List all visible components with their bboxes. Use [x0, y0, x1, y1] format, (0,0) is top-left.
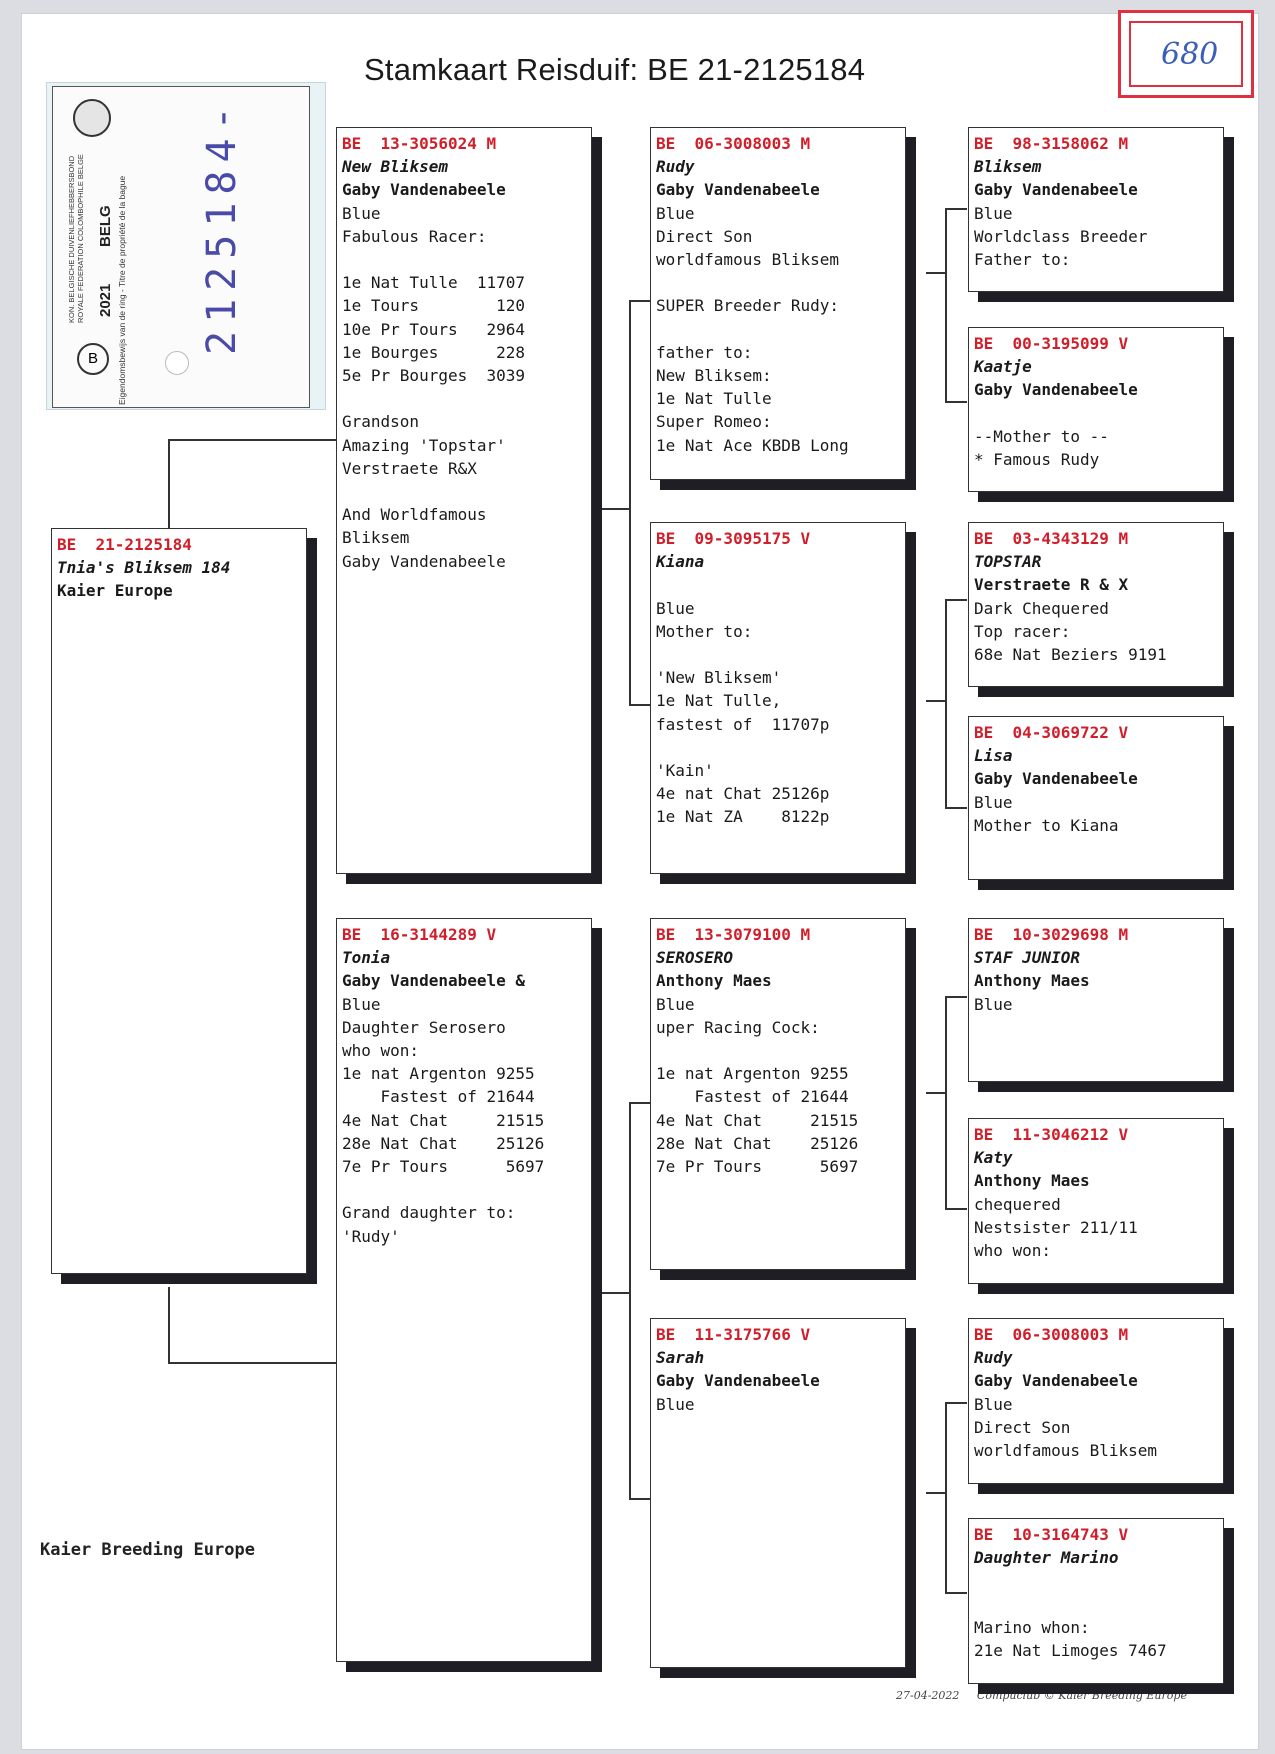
pigeon-name: Katy — [974, 1148, 1013, 1168]
pigeon-info-line: * Famous Rudy — [974, 450, 1100, 469]
federation-text — [67, 154, 85, 323]
connector — [592, 1292, 630, 1294]
pigeon-box-sds — [968, 522, 1224, 687]
pigeon-info-line: Blue — [974, 203, 1013, 223]
pigeon-info-line: 5e Pr Bourges 3039 — [342, 366, 526, 386]
pigeon-box-sire-dam — [650, 522, 906, 874]
pigeon-info-line: Gaby Vandenabeele & — [342, 971, 526, 991]
pigeon-box-ddd — [968, 1518, 1224, 1684]
pigeon-info-line: 7e Pr Tours 5697 — [656, 1157, 859, 1177]
connector — [926, 1092, 946, 1094]
pigeon-info-line: Gaby Vandenabeele — [656, 1371, 820, 1391]
ring-number: BE 06-3008003 M — [974, 1325, 1129, 1344]
connector — [629, 704, 651, 706]
page-title: Stamkaart Reisduif: BE 21-2125184 — [364, 52, 866, 87]
ring-card-hole — [165, 351, 189, 375]
pigeon-box-sire — [336, 127, 592, 874]
ring-number: BE 11-3175766 V — [656, 1325, 811, 1344]
pigeon-name: New Bliksem — [342, 157, 448, 177]
pigeon-info-line: 'Kain' — [656, 760, 714, 780]
connector — [926, 700, 946, 702]
ring-number: BE 16-3144289 V — [342, 925, 497, 944]
pigeon-box-sdd — [968, 716, 1224, 880]
pigeon-info-line: Blue — [974, 1394, 1013, 1414]
connector — [629, 300, 631, 705]
pigeon-info-line — [974, 1593, 1223, 1616]
connector — [168, 439, 336, 441]
pigeon-info-line: Dark Chequered — [974, 598, 1109, 618]
connector — [945, 1402, 967, 1404]
pigeon-info-line — [656, 318, 905, 341]
pigeon-info-line: Anthony Maes — [974, 971, 1090, 991]
breeder-footer: Kaier Breeding Europe — [40, 1540, 255, 1560]
pigeon-info-line: 1e Tours 120 — [342, 296, 526, 316]
pigeon-box-sire-sire — [650, 127, 906, 480]
connector — [629, 1102, 631, 1499]
connector — [168, 1362, 336, 1364]
pigeon-name: Lisa — [974, 746, 1013, 766]
connector — [592, 508, 630, 510]
pigeon-name: Daughter Marino — [974, 1548, 1119, 1568]
ring-ownership-text: Eigendomsbewijs van de ring - Titre de propriété de la bague — [117, 175, 127, 405]
pigeon-info-line — [342, 248, 591, 271]
pigeon-info-line: Blue — [656, 1394, 695, 1414]
pigeon-info-line: Grandson — [342, 412, 420, 432]
pigeon-name: Tonia — [342, 948, 391, 968]
pigeon-info-line: 28e Nat Chat 25126 — [342, 1133, 545, 1153]
pigeon-box-dam — [336, 918, 592, 1662]
pigeon-info-line: 1e Bourges 228 — [342, 342, 526, 362]
pigeon-info-line: --Mother to -- — [974, 426, 1109, 446]
pigeon-box-dam-sire — [650, 918, 906, 1270]
connector — [945, 599, 967, 601]
pigeon-info-line: Blue — [656, 598, 695, 618]
pigeon-info-line: who won: — [342, 1041, 420, 1061]
pigeon-name: Tnia's Bliksem 184 — [57, 558, 231, 578]
ring-number: BE 11-3046212 V — [974, 1125, 1129, 1144]
pigeon-info-line: 4e Nat Chat 21515 — [656, 1110, 859, 1130]
pigeon-info-line: Direct Son — [974, 1417, 1071, 1437]
pigeon-info-line: 28e Nat Chat 25126 — [656, 1133, 859, 1153]
pigeon-box-subject — [51, 528, 307, 1274]
pigeon-info-line: Marino whon: — [974, 1617, 1090, 1637]
connector — [629, 1498, 651, 1500]
pigeon-info-line: Blue — [974, 994, 1013, 1014]
pigeon-info-line: Blue — [656, 203, 695, 223]
pigeon-info-line — [342, 387, 591, 410]
pigeon-info-line: Gaby Vandenabeele — [342, 551, 506, 571]
pigeon-info-line: Nestsister 211/11 — [974, 1217, 1138, 1237]
pigeon-info-line: Blue — [974, 792, 1013, 812]
connector — [945, 208, 947, 402]
pigeon-info-line: worldfamous Bliksem — [656, 250, 840, 270]
pigeon-name: Sarah — [656, 1348, 705, 1368]
connector — [945, 996, 967, 998]
pigeon-info-line — [342, 1178, 591, 1201]
pigeon-info-line: Gaby Vandenabeele — [656, 180, 820, 200]
connector — [945, 599, 947, 808]
connector — [945, 996, 947, 1209]
pigeon-name: Bliksem — [974, 157, 1042, 177]
pigeon-info-line — [974, 402, 1223, 425]
pigeon-info-line: And Worldfamous — [342, 505, 487, 525]
pigeon-info-line — [342, 480, 591, 503]
pigeon-info-line: Gaby Vandenabeele — [342, 180, 506, 200]
connector — [945, 1592, 967, 1594]
pigeon-emblem-icon — [73, 99, 111, 137]
connector — [168, 1287, 170, 1363]
connector — [926, 1492, 946, 1494]
pigeon-info-line: Anthony Maes — [656, 971, 772, 991]
ring-card-inner — [52, 86, 310, 408]
pigeon-info-line: 1e Nat Tulle 11707 — [342, 273, 526, 293]
pigeon-info-line: 7e Pr Tours 5697 — [342, 1157, 545, 1177]
pigeon-box-dam-dam — [650, 1318, 906, 1668]
connector — [945, 208, 967, 210]
pigeon-info-line: Gaby Vandenabeele — [974, 769, 1138, 789]
pigeon-info-line: Gaby Vandenabeele — [974, 380, 1138, 400]
pigeon-info-line: Blue — [342, 994, 381, 1014]
pigeon-info-line: Grand daughter to: — [342, 1203, 516, 1223]
ring-number: BE 09-3095175 V — [656, 529, 811, 548]
federation-logo-icon: B — [77, 343, 109, 375]
stamp — [1118, 10, 1254, 98]
pigeon-info-line: 21e Nat Limoges 7467 — [974, 1640, 1167, 1660]
pigeon-info-line: Bliksem — [342, 528, 410, 548]
pigeon-info-line: 1e nat Argenton 9255 — [656, 1064, 849, 1084]
pigeon-info-line: 1e Nat ZA 8122p — [656, 807, 830, 827]
stamp-number: 680 — [1161, 37, 1219, 72]
pigeon-info-line: Fastest of 21644 — [656, 1087, 849, 1107]
pigeon-name: Kaatje — [974, 357, 1032, 377]
pigeon-info-line: 4e Nat Chat 21515 — [342, 1110, 545, 1130]
pigeon-info-line: Kaier Europe — [57, 581, 173, 601]
pigeon-info-line: Gaby Vandenabeele — [974, 1371, 1138, 1391]
ring-number: BE 04-3069722 V — [974, 723, 1129, 742]
pigeon-info-line: worldfamous Bliksem — [974, 1441, 1158, 1461]
connector — [926, 272, 946, 274]
pigeon-info-line: Gaby Vandenabeele — [974, 180, 1138, 200]
print-credit: Compuclub © Kaier Breeding Europe — [976, 1689, 1187, 1702]
connector — [168, 439, 170, 529]
pigeon-info-line: Anthony Maes — [974, 1171, 1090, 1191]
pigeon-info-line — [656, 1039, 905, 1062]
pigeon-box-dss — [968, 918, 1224, 1082]
pigeon-info-line: Direct Son — [656, 226, 753, 246]
connector — [945, 1402, 947, 1593]
pigeon-info-line: Father to: — [974, 250, 1071, 270]
pigeon-name: TOPSTAR — [974, 552, 1042, 572]
federation-name-nl: KON. BELGISCHE DUIVENLIEFHEBBERSBOND — [67, 155, 76, 323]
pigeon-info-line: Amazing 'Topstar' — [342, 435, 506, 455]
pigeon-info-line: 10e Pr Tours 2964 — [342, 319, 526, 339]
ring-number: BE 06-3008003 M — [656, 134, 811, 153]
ring-year: 2021 — [97, 283, 114, 317]
ring-number: BE 03-4343129 M — [974, 529, 1129, 548]
pigeon-name: Kiana — [656, 552, 705, 572]
ring-country: BELG — [97, 205, 114, 247]
ring-number: BE 98-3158062 M — [974, 134, 1129, 153]
pigeon-info-line: Worldclass Breeder — [974, 226, 1148, 246]
ring-card — [46, 82, 326, 410]
print-date: 27-04-2022 — [896, 1689, 960, 1702]
pigeon-info-line: 'New Bliksem' — [656, 668, 782, 688]
pigeon-info-line: who won: — [974, 1241, 1052, 1261]
ring-number: BE 00-3195099 V — [974, 334, 1129, 353]
ring-number: BE 10-3164743 V — [974, 1525, 1129, 1544]
pigeon-info-line: Blue — [342, 203, 381, 223]
pigeon-box-sss — [968, 127, 1224, 292]
pigeon-info-line: Daughter Serosero — [342, 1017, 506, 1037]
pigeon-box-ssd — [968, 327, 1224, 492]
pigeon-info-line: 1e Nat Ace KBDB Long — [656, 435, 849, 455]
ring-number: BE 13-3079100 M — [656, 925, 811, 944]
pigeon-info-line: 'Rudy' — [342, 1226, 400, 1246]
connector — [945, 401, 967, 403]
pigeon-name: Rudy — [974, 1348, 1013, 1368]
pigeon-name: STAF JUNIOR — [974, 948, 1080, 968]
pigeon-info-line — [656, 271, 905, 294]
pigeon-info-line: Super Romeo: — [656, 412, 772, 432]
pigeon-info-line: Top racer: — [974, 621, 1071, 641]
pigeon-info-line — [656, 736, 905, 759]
ring-number: BE 13-3056024 M — [342, 134, 497, 153]
pigeon-info-line: Mother to Kiana — [974, 815, 1119, 835]
pigeon-info-line: 1e Nat Tulle, — [656, 691, 782, 711]
connector — [629, 1102, 651, 1104]
pigeon-info-line: Blue — [656, 994, 695, 1014]
pigeon-info-line: New Bliksem: — [656, 366, 772, 385]
pigeon-info-line: chequered — [974, 1194, 1061, 1214]
pigeon-info-line — [656, 573, 905, 596]
pigeon-info-line: Fastest of 21644 — [342, 1087, 535, 1107]
connector — [629, 300, 651, 302]
pigeon-info-line: uper Racing Cock: — [656, 1017, 820, 1037]
pigeon-info-line: SUPER Breeder Rudy: — [656, 296, 840, 316]
ring-number: BE 21-2125184 — [57, 535, 192, 554]
pigeon-info-line: 1e nat Argenton 9255 — [342, 1064, 535, 1084]
pigeon-info-line: Verstraete R&X — [342, 458, 477, 478]
connector — [945, 807, 967, 809]
pigeon-name: SEROSERO — [656, 948, 734, 968]
federation-name-fr: ROYALE FEDERATION COLOMBOPHILE BELGE — [76, 154, 85, 323]
pigeon-info-line: Mother to: — [656, 621, 753, 641]
print-footer — [896, 1689, 1187, 1702]
pigeon-info-line: Verstraete R & X — [974, 575, 1129, 595]
pigeon-info-line: 1e Nat Tulle — [656, 389, 772, 409]
pigeon-info-line — [974, 1569, 1223, 1592]
ring-number: BE 10-3029698 M — [974, 925, 1129, 944]
pigeon-info-line: Fabulous Racer: — [342, 226, 487, 246]
pigeon-name: Rudy — [656, 157, 695, 177]
pigeon-info-line: 4e nat Chat 25126p — [656, 784, 830, 804]
ring-number: 2125184- — [199, 98, 245, 355]
pigeon-info-line: 68e Nat Beziers 9191 — [974, 645, 1167, 665]
pigeon-box-dds — [968, 1318, 1224, 1484]
connector — [945, 1208, 967, 1210]
pigeon-info-line: fastest of 11707p — [656, 714, 830, 734]
pigeon-box-dsd — [968, 1118, 1224, 1284]
pigeon-info-line: father to: — [656, 342, 753, 362]
pigeon-info-line — [656, 643, 905, 666]
